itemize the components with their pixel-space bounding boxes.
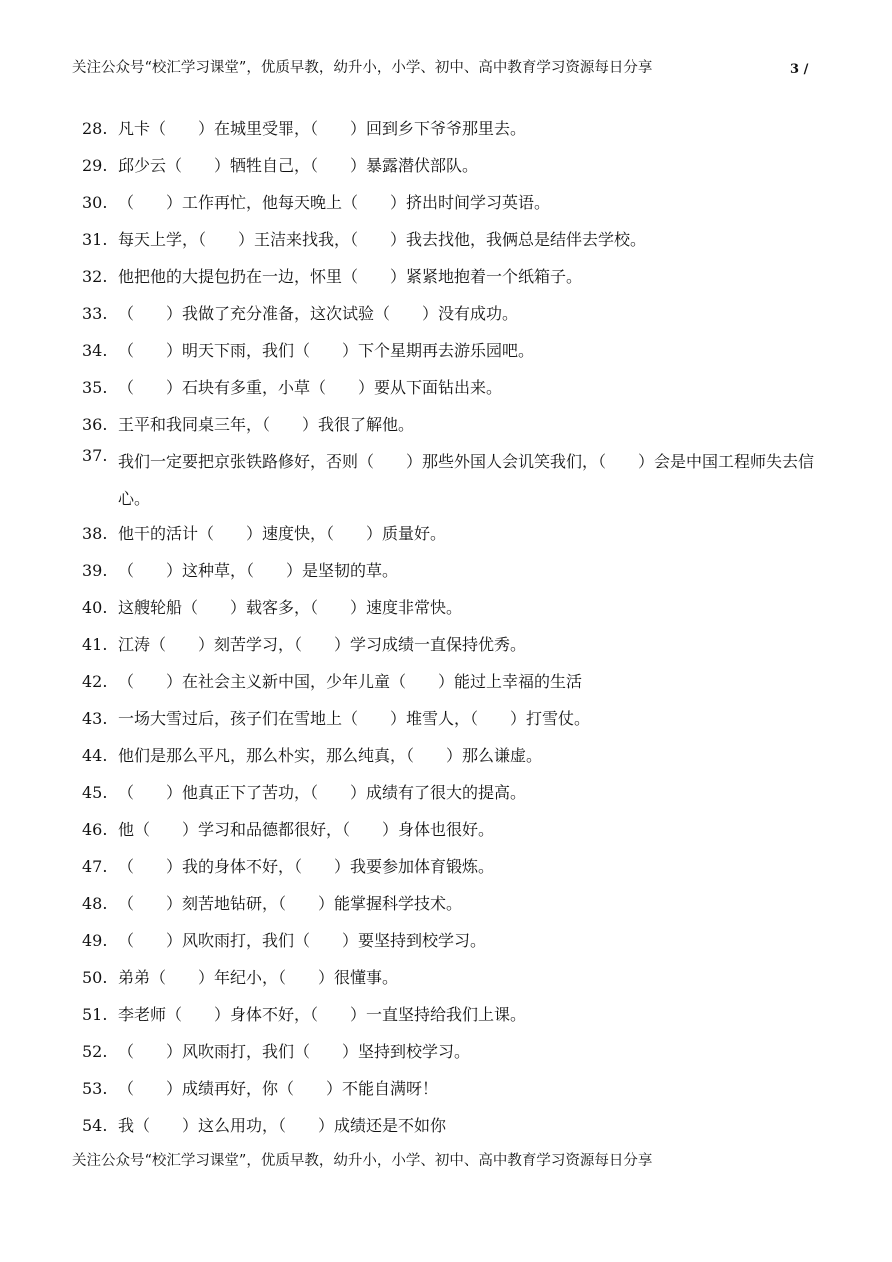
question-text: （ ）风吹雨打，我们（ ）要坚持到校学习。 xyxy=(118,931,487,950)
question-text: （ ）成绩再好，你（ ）不能自满呀！ xyxy=(118,1079,439,1098)
question-item xyxy=(82,632,822,658)
page-header: 关注公众号“校汇学习课堂”，优质早教，幼升小，小学、初中、高中教育学习资源每日分享 xyxy=(72,60,653,76)
question-number: 43. xyxy=(82,709,108,728)
question-item xyxy=(82,891,822,917)
question-number: 34. xyxy=(82,341,108,360)
question-text: 江涛（ ）刻苦学习，（ ）学习成绩一直保持优秀。 xyxy=(118,635,527,654)
question-item xyxy=(82,1039,822,1065)
question-text: 李老师（ ）身体不好，（ ）一直坚持给我们上课。 xyxy=(118,1005,527,1024)
question-number: 45. xyxy=(82,783,108,802)
question-text: 王平和我同桌三年，（ ）我很了解他。 xyxy=(118,415,415,434)
question-text: （ ）石块有多重，小草（ ）要从下面钻出来。 xyxy=(118,378,503,397)
question-item xyxy=(82,227,822,253)
question-text: 他干的活计（ ）速度快，（ ）质量好。 xyxy=(118,524,447,543)
question-text: （ ）我的身体不好，（ ）我要参加体育锻炼。 xyxy=(118,857,495,876)
question-text: （ ）明天下雨，我们（ ）下个星期再去游乐园吧。 xyxy=(118,341,535,360)
question-item xyxy=(82,116,822,142)
question-item xyxy=(82,301,822,327)
question-text: （ ）他真正下了苦功，（ ）成绩有了很大的提高。 xyxy=(118,783,527,802)
question-item xyxy=(82,595,822,621)
question-number: 47. xyxy=(82,857,108,876)
question-number: 36. xyxy=(82,415,108,434)
question-number: 49. xyxy=(82,931,108,950)
question-text: （ ）在社会主义新中国，少年儿童（ ）能过上幸福的生活 xyxy=(118,672,583,691)
question-number: 50. xyxy=(82,968,108,987)
question-text: （ ）这种草，（ ）是坚韧的草。 xyxy=(118,561,399,580)
question-number: 48. xyxy=(82,894,108,913)
question-text: 这艘轮船（ ）载客多，（ ）速度非常快。 xyxy=(118,598,463,617)
question-item xyxy=(82,1076,822,1102)
question-number: 39. xyxy=(82,561,108,580)
question-number: 53. xyxy=(82,1079,108,1098)
question-text: （ ）风吹雨打，我们（ ）坚持到校学习。 xyxy=(118,1042,471,1061)
question-item xyxy=(82,1002,822,1028)
question-item xyxy=(82,928,822,954)
question-list xyxy=(82,116,822,1150)
question-number: 30. xyxy=(82,193,108,212)
question-text: 每天上学，（ ）王洁来找我，（ ）我去找他，我俩总是结伴去学校。 xyxy=(118,230,647,249)
question-item xyxy=(82,743,822,769)
question-item xyxy=(82,375,822,401)
question-item xyxy=(82,558,822,584)
question-text: 我们一定要把京张铁路修好，否则（ ）那些外国人会讥笑我们，（ ）会是中国工程师失去信心。 xyxy=(118,452,815,508)
question-item xyxy=(82,443,822,517)
question-item xyxy=(82,338,822,364)
question-item xyxy=(82,817,822,843)
question-number: 31. xyxy=(82,230,108,249)
question-number: 52. xyxy=(82,1042,108,1061)
page-number: 3 / xyxy=(790,62,809,77)
question-text: 我（ ）这么用功，（ ）成绩还是不如你 xyxy=(118,1116,447,1135)
question-number: 29. xyxy=(82,156,108,175)
question-number: 33. xyxy=(82,304,108,323)
question-text: 一场大雪过后，孩子们在雪地上（ ）堆雪人，（ ）打雪仗。 xyxy=(118,709,591,728)
question-text: （ ）刻苦地钻研，（ ）能掌握科学技术。 xyxy=(118,894,463,913)
question-number: 46. xyxy=(82,820,108,839)
question-number: 38. xyxy=(82,524,108,543)
question-number: 51. xyxy=(82,1005,108,1024)
question-number: 41. xyxy=(82,635,108,654)
question-text: 他们是那么平凡，那么朴实，那么纯真，（ ）那么谦虚。 xyxy=(118,746,543,765)
question-number: 40. xyxy=(82,598,108,617)
page-footer: 关注公众号“校汇学习课堂”，优质早教，幼升小，小学、初中、高中教育学习资源每日分享 xyxy=(72,1153,653,1169)
question-item xyxy=(82,264,822,290)
question-number: 54. xyxy=(82,1116,108,1135)
question-text: 邱少云（ ）牺牲自己，（ ）暴露潜伏部队。 xyxy=(118,156,479,175)
question-item xyxy=(82,412,822,438)
question-text: 弟弟（ ）年纪小，（ ）很懂事。 xyxy=(118,968,399,987)
question-number: 35. xyxy=(82,378,108,397)
question-item xyxy=(82,1113,822,1139)
question-number: 28. xyxy=(82,119,108,138)
question-item xyxy=(82,965,822,991)
question-item xyxy=(82,190,822,216)
question-item xyxy=(82,521,822,547)
question-number: 32. xyxy=(82,267,108,286)
question-item xyxy=(82,854,822,880)
question-text: 他（ ）学习和品德都很好，（ ）身体也很好。 xyxy=(118,820,495,839)
question-item xyxy=(82,780,822,806)
question-text: （ ）工作再忙，他每天晚上（ ）挤出时间学习英语。 xyxy=(118,193,551,212)
question-text: 凡卡（ ）在城里受罪，（ ）回到乡下爷爷那里去。 xyxy=(118,119,527,138)
question-number: 42. xyxy=(82,672,108,691)
question-number: 37. xyxy=(82,446,108,465)
question-item xyxy=(82,153,822,179)
question-item xyxy=(82,669,822,695)
question-text: 他把他的大提包扔在一边，怀里（ ）紧紧地抱着一个纸箱子。 xyxy=(118,267,583,286)
question-number: 44. xyxy=(82,746,108,765)
question-item xyxy=(82,706,822,732)
question-text: （ ）我做了充分准备，这次试验（ ）没有成功。 xyxy=(118,304,519,323)
